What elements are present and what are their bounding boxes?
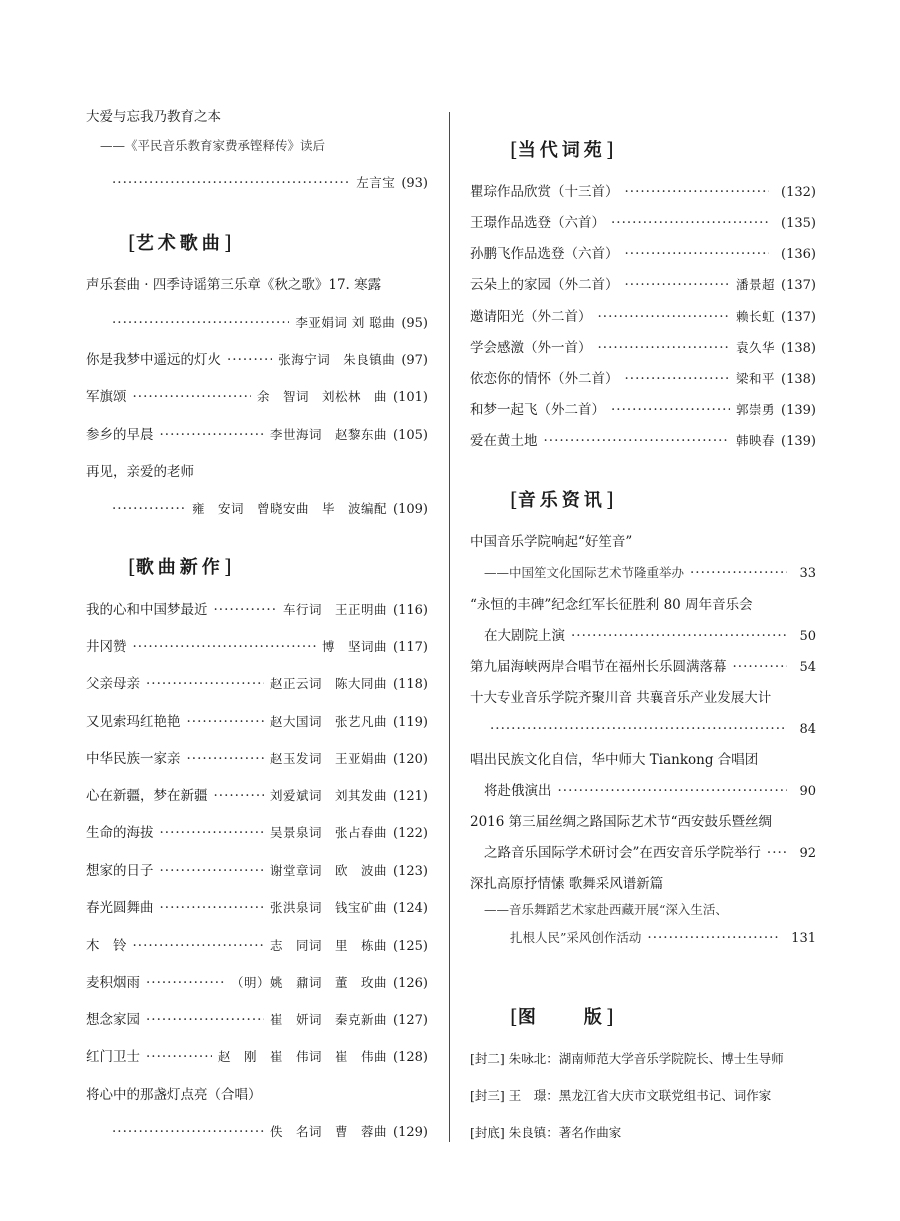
leader-dots bbox=[146, 974, 225, 992]
leader-dots bbox=[160, 899, 265, 917]
toc-entry[interactable] bbox=[86, 937, 428, 956]
toc-entry[interactable] bbox=[470, 370, 816, 389]
news-title[interactable]: 2016 第三届丝绸之路国际艺术节“西安鼓乐暨丝绸 bbox=[470, 814, 773, 830]
toc-entry[interactable] bbox=[86, 638, 428, 657]
toc-entry-title[interactable]: 将心中的那盏灯点亮（合唱） bbox=[86, 1087, 262, 1103]
entry-author: 梁和平 bbox=[736, 371, 776, 386]
leader-dots bbox=[690, 564, 787, 582]
entry-title: 爱在黄土地 bbox=[470, 433, 538, 449]
leader-dots bbox=[187, 713, 265, 731]
entry-page: 90 bbox=[799, 784, 816, 799]
toc-entry[interactable] bbox=[470, 720, 816, 739]
entry-page: (123) bbox=[393, 864, 428, 879]
entry-author: 赵玉发词 王亚娟曲 bbox=[270, 751, 388, 766]
toc-entry-title[interactable]: 声乐套曲 · 四季诗谣第三乐章《秋之歌》17. 寒露 bbox=[86, 277, 382, 293]
entry-title: 之路音乐国际学术研讨会”在西安音乐学院举行 bbox=[484, 845, 761, 861]
entry-author: 佚 名词 曹 蓉曲 bbox=[270, 1124, 388, 1139]
toc-entry[interactable] bbox=[470, 339, 816, 358]
entry-page: (125) bbox=[393, 939, 428, 954]
entry-page: (137) bbox=[781, 278, 816, 293]
entry-title: 云朵上的家园（外二首） bbox=[470, 277, 619, 293]
entry-author: （明）姚 鼐词 董 玫曲 bbox=[231, 975, 388, 990]
entry-title: 红门卫士 bbox=[86, 1049, 140, 1065]
entry-page: 50 bbox=[799, 629, 816, 644]
entry-title: 瞿琮作品欣赏（十三首） bbox=[470, 184, 619, 200]
entry-page: 131 bbox=[791, 931, 816, 946]
entry-title: 参乡的早晨 bbox=[86, 427, 154, 443]
leader-dots bbox=[625, 183, 770, 201]
toc-entry[interactable] bbox=[86, 750, 428, 769]
toc-entry[interactable] bbox=[86, 899, 428, 918]
entry-page: (128) bbox=[393, 1050, 428, 1065]
section-heading-plates: [图 版] bbox=[510, 1004, 614, 1028]
leader-dots bbox=[625, 245, 770, 263]
leader-dots bbox=[146, 1011, 264, 1029]
leader-dots bbox=[160, 824, 265, 842]
news-title[interactable]: 深扎高原抒情愫 歌舞采风谱新篇 bbox=[470, 876, 664, 892]
entry-author: 张洪泉词 钱宝矿曲 bbox=[270, 900, 388, 915]
entry-title: 木 铃 bbox=[86, 938, 127, 954]
entry-author: 郭崇勇 bbox=[736, 402, 776, 417]
leader-dots bbox=[133, 638, 317, 656]
leader-dots bbox=[146, 675, 264, 693]
entry-title: 邀请阳光（外二首） bbox=[470, 309, 592, 325]
toc-entry-title[interactable]: 再见，亲爱的老师 bbox=[86, 464, 194, 480]
plate-inside-back-cover: [封三] 王 璟：黑龙江省大庆市文联党组书记、词作家 bbox=[470, 1088, 772, 1103]
leader-dots bbox=[214, 787, 265, 805]
leader-dots bbox=[187, 750, 265, 768]
entry-title: 麦积烟雨 bbox=[86, 975, 140, 991]
leader-dots bbox=[133, 388, 252, 406]
entry-author: 余 智词 刘松林 曲 bbox=[257, 389, 388, 404]
plate-inside-front-cover: [封二] 朱咏北：湖南师范大学音乐学院院长、博士生导师 bbox=[470, 1051, 784, 1066]
section-heading-music-news: [音乐资讯] bbox=[510, 487, 614, 511]
leader-dots bbox=[133, 937, 265, 955]
news-title[interactable]: “永恒的丰碑”纪念红军长征胜利 80 周年音乐会 bbox=[470, 597, 753, 613]
leader-dots bbox=[571, 627, 787, 645]
toc-entry[interactable] bbox=[470, 245, 816, 264]
toc-entry[interactable] bbox=[470, 401, 816, 420]
entry-page: (126) bbox=[393, 976, 428, 991]
toc-entry[interactable] bbox=[470, 627, 816, 646]
entry-page: (121) bbox=[393, 789, 428, 804]
entry-page: (135) bbox=[781, 216, 816, 231]
entry-page: (122) bbox=[393, 826, 428, 841]
leader-dots bbox=[112, 1123, 264, 1141]
entry-author: 刘爱斌词 刘其发曲 bbox=[270, 788, 388, 803]
toc-entry[interactable] bbox=[86, 174, 428, 193]
entry-author: 赵大国词 张艺凡曲 bbox=[270, 714, 388, 729]
leader-dots bbox=[227, 351, 272, 369]
entry-author: 李世海词 赵黎东曲 bbox=[270, 427, 388, 442]
entry-page: (127) bbox=[393, 1013, 428, 1028]
leader-dots bbox=[647, 929, 779, 947]
leader-dots bbox=[112, 314, 289, 332]
entry-author: 志 同词 里 栋曲 bbox=[270, 938, 388, 953]
entry-page: (124) bbox=[393, 901, 428, 916]
entry-page: 92 bbox=[799, 846, 816, 861]
leader-dots bbox=[112, 500, 186, 518]
toc-entry[interactable] bbox=[470, 308, 816, 327]
toc-entry[interactable] bbox=[86, 1123, 428, 1142]
entry-title: 想念家园 bbox=[86, 1012, 140, 1028]
entry-author: 吴景泉词 张占春曲 bbox=[270, 825, 388, 840]
news-subtitle: ——音乐舞蹈艺术家赴西藏开展“深入生活、 bbox=[484, 902, 728, 917]
entry-title: 你是我梦中遥远的灯火 bbox=[86, 352, 221, 368]
toc-entry[interactable] bbox=[86, 388, 428, 407]
entry-title: 依恋你的情怀（外二首） bbox=[470, 371, 619, 387]
toc-entry[interactable] bbox=[86, 1011, 428, 1030]
entry-title: 第九届海峡两岸合唱节在福州长乐圆满落幕 bbox=[470, 659, 727, 675]
entry-title: 心在新疆，梦在新疆 bbox=[86, 788, 208, 804]
leader-dots bbox=[490, 720, 787, 738]
entry-author: 袁久华 bbox=[736, 340, 776, 355]
toc-entry[interactable] bbox=[470, 183, 816, 202]
news-title[interactable]: 唱出民族文化自信，华中师大 Tiankong 合唱团 bbox=[470, 752, 759, 768]
entry-page: (138) bbox=[781, 341, 816, 356]
entry-title: 军旗颂 bbox=[86, 389, 127, 405]
toc-entry[interactable] bbox=[86, 787, 428, 806]
entry-title: 王璟作品选登（六首） bbox=[470, 215, 605, 231]
plate-back-cover: [封底] 朱良镇：著名作曲家 bbox=[470, 1125, 622, 1140]
leader-dots bbox=[112, 174, 350, 192]
leader-dots bbox=[625, 276, 731, 294]
leader-dots bbox=[733, 658, 788, 676]
entry-author: 左言宝 bbox=[356, 175, 396, 190]
entry-page: (101) bbox=[393, 390, 428, 405]
section-heading-lyrics: [当代词苑] bbox=[510, 137, 614, 161]
leader-dots bbox=[598, 339, 731, 357]
toc-entry[interactable] bbox=[470, 432, 816, 451]
toc-entry[interactable] bbox=[470, 929, 816, 948]
entry-author: 赖长虹 bbox=[736, 309, 776, 324]
toc-entry[interactable] bbox=[86, 314, 428, 333]
entry-page: (95) bbox=[401, 316, 428, 331]
toc-entry[interactable] bbox=[470, 658, 816, 677]
news-title[interactable]: 十大专业音乐学院齐聚川音 共襄音乐产业发展大计 bbox=[470, 690, 772, 706]
entry-page: (132) bbox=[781, 185, 816, 200]
leader-dots bbox=[767, 844, 788, 862]
entry-author: 韩映春 bbox=[736, 433, 776, 448]
leader-dots bbox=[558, 782, 788, 800]
section-heading-new-songs: [歌曲新作] bbox=[128, 554, 232, 578]
entry-page: (138) bbox=[781, 372, 816, 387]
toc-entry[interactable] bbox=[86, 351, 428, 370]
toc-entry[interactable] bbox=[86, 713, 428, 732]
entry-author: 雍 安词 曾晓安曲 毕 波编配 bbox=[192, 501, 388, 516]
toc-entry[interactable] bbox=[86, 500, 428, 519]
entry-author: 张海宁词 朱良镇曲 bbox=[278, 352, 396, 367]
entry-page: (136) bbox=[781, 247, 816, 262]
leader-dots bbox=[611, 401, 730, 419]
entry-page: (137) bbox=[781, 310, 816, 325]
entry-page: (119) bbox=[393, 715, 428, 730]
entry-author: 崔 妍词 秦克新曲 bbox=[270, 1012, 388, 1027]
leader-dots bbox=[146, 1048, 212, 1066]
toc-entry[interactable] bbox=[470, 844, 816, 863]
entry-page: (129) bbox=[393, 1125, 428, 1140]
entry-subtitle: 扎根人民”采风创作活动 bbox=[510, 930, 642, 945]
entry-title: 在大剧院上演 bbox=[484, 628, 565, 644]
toc-entry[interactable] bbox=[86, 1048, 428, 1067]
entry-title: 中华民族一家亲 bbox=[86, 751, 181, 767]
toc-entry[interactable] bbox=[86, 426, 428, 445]
entry-author: 李亚娟词 刘 聪曲 bbox=[295, 315, 396, 330]
toc-entry[interactable] bbox=[470, 214, 816, 233]
entry-page: (116) bbox=[393, 603, 428, 618]
section-heading-art-songs: [艺术歌曲] bbox=[128, 230, 232, 254]
entry-page: (109) bbox=[393, 502, 428, 517]
entry-page: (120) bbox=[393, 752, 428, 767]
entry-author: 赵正云词 陈大同曲 bbox=[270, 676, 388, 691]
entry-title: 井冈赞 bbox=[86, 639, 127, 655]
entry-page: (139) bbox=[781, 434, 816, 449]
entry-title: 孙鹏飞作品选登（六首） bbox=[470, 246, 619, 262]
leader-dots bbox=[611, 214, 769, 232]
entry-title: 我的心和中国梦最近 bbox=[86, 602, 208, 618]
entry-title: 想家的日子 bbox=[86, 863, 154, 879]
toc-entry[interactable] bbox=[86, 675, 428, 694]
toc-entry[interactable] bbox=[86, 974, 428, 993]
entry-author: 车行词 王正明曲 bbox=[283, 602, 388, 617]
leader-dots bbox=[214, 601, 278, 619]
entry-title: 父亲母亲 bbox=[86, 676, 140, 692]
entry-title: 春光圆舞曲 bbox=[86, 900, 154, 916]
article-subtitle: ——《平民音乐教育家费承铿释传》读后 bbox=[100, 138, 326, 153]
column-divider bbox=[449, 112, 450, 1142]
entry-author: 赵 刚 崔 伟词 崔 伟曲 bbox=[218, 1049, 388, 1064]
entry-page: (97) bbox=[401, 353, 428, 368]
entry-page: 84 bbox=[799, 722, 816, 737]
leader-dots bbox=[160, 426, 265, 444]
entry-page: (139) bbox=[781, 403, 816, 418]
leader-dots bbox=[598, 308, 731, 326]
toc-entry[interactable] bbox=[470, 782, 816, 801]
entry-title: 又见索玛红艳艳 bbox=[86, 714, 181, 730]
toc-entry[interactable] bbox=[86, 862, 428, 881]
entry-title: 学会感激（外一首） bbox=[470, 340, 592, 356]
entry-page: 33 bbox=[799, 566, 816, 581]
entry-author: 博 坚词曲 bbox=[322, 639, 388, 654]
entry-author: 潘景超 bbox=[736, 277, 776, 292]
entry-subtitle: ——中国笙文化国际艺术节隆重举办 bbox=[484, 565, 685, 580]
entry-title: 生命的海拔 bbox=[86, 825, 154, 841]
entry-page: 54 bbox=[799, 660, 816, 675]
article-title[interactable]: 大爱与忘我乃教育之本 bbox=[86, 109, 221, 125]
leader-dots bbox=[544, 432, 731, 450]
leader-dots bbox=[625, 370, 731, 388]
news-title[interactable]: 中国音乐学院响起“好笙音” bbox=[470, 534, 633, 550]
toc-entry[interactable] bbox=[470, 564, 816, 583]
toc-entry[interactable] bbox=[86, 824, 428, 843]
entry-author: 谢堂章词 欧 波曲 bbox=[270, 863, 388, 878]
entry-page: (118) bbox=[393, 677, 428, 692]
entry-title: 和梦一起飞（外二首） bbox=[470, 402, 605, 418]
toc-entry[interactable] bbox=[470, 276, 816, 295]
toc-entry[interactable] bbox=[86, 601, 428, 620]
entry-title: 将赴俄演出 bbox=[484, 783, 552, 799]
leader-dots bbox=[160, 862, 265, 880]
entry-page: (105) bbox=[393, 428, 428, 443]
entry-page: (117) bbox=[393, 640, 428, 655]
entry-page: (93) bbox=[401, 176, 428, 191]
